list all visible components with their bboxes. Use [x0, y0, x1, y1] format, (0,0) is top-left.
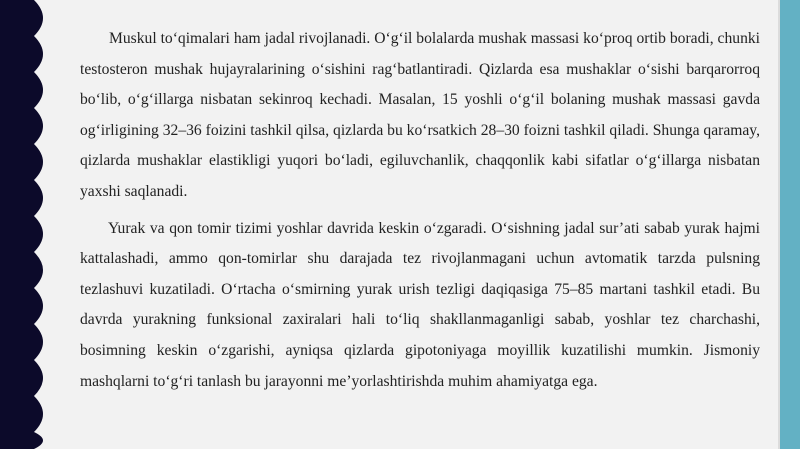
left-wavy-band [0, 0, 60, 449]
paragraph-cardiovascular-system: Yurak va qon tomir tizimi yoshlar davrida keskin o‘zgaradi. O‘sishning jadal sur’ati sabab yurak hajmi kattalashadi, ammo qon-tomirlar shu darajada tez rivojlanmagani uchun avtomatik tarzda pulsning tezlashuvi kuzatiladi. O‘rtacha o‘smirning yurak urish tezligi daqiqasiga 75–85 martani tashkil etadi. Bu davrda yurakning funksional zaxiralari hali to‘liq shakllanmaganligi sabab, yoshlar tez charchashi, bosimning keskin o‘zgarishi, ayniqsa qizlarda gipotoniyaga moyillik kuzatilishi mumkin. Jismoniy mashqlarni to‘g‘ri tanlash bu jarayonni me’yorlashtirishda muhim ahamiyatga ega. [80, 219, 760, 390]
document-body [80, 24, 760, 397]
paragraph-muscle-development: Muskul to‘qimalari ham jadal rivojlanadi. O‘g‘il bolalarda mushak massasi ko‘proq ortib boradi, chunki testosteron mushak hujayralarining o‘sishini rag‘batlantiradi. Qizlarda esa mushaklar o‘sishi barqarorroq bo‘lib, o‘g‘illarga nisbatan sekinroq kechadi. Masalan, 15 yoshli o‘g‘il bolaning mushak massasi gavda og‘irligining 32–36 foizini tashkil qilsa, qizlarda bu ko‘rsatkich 28–30 foizni tashkil qiladi. Shunga qaramay, qizlarda mushaklar elastikligi yuqori bo‘ladi, egiluvchanlik, chaqqonlik kabi sifatlar o‘g‘illarga nisbatan yaxshi saqlanadi. [80, 30, 760, 200]
right-accent-band [780, 0, 800, 449]
